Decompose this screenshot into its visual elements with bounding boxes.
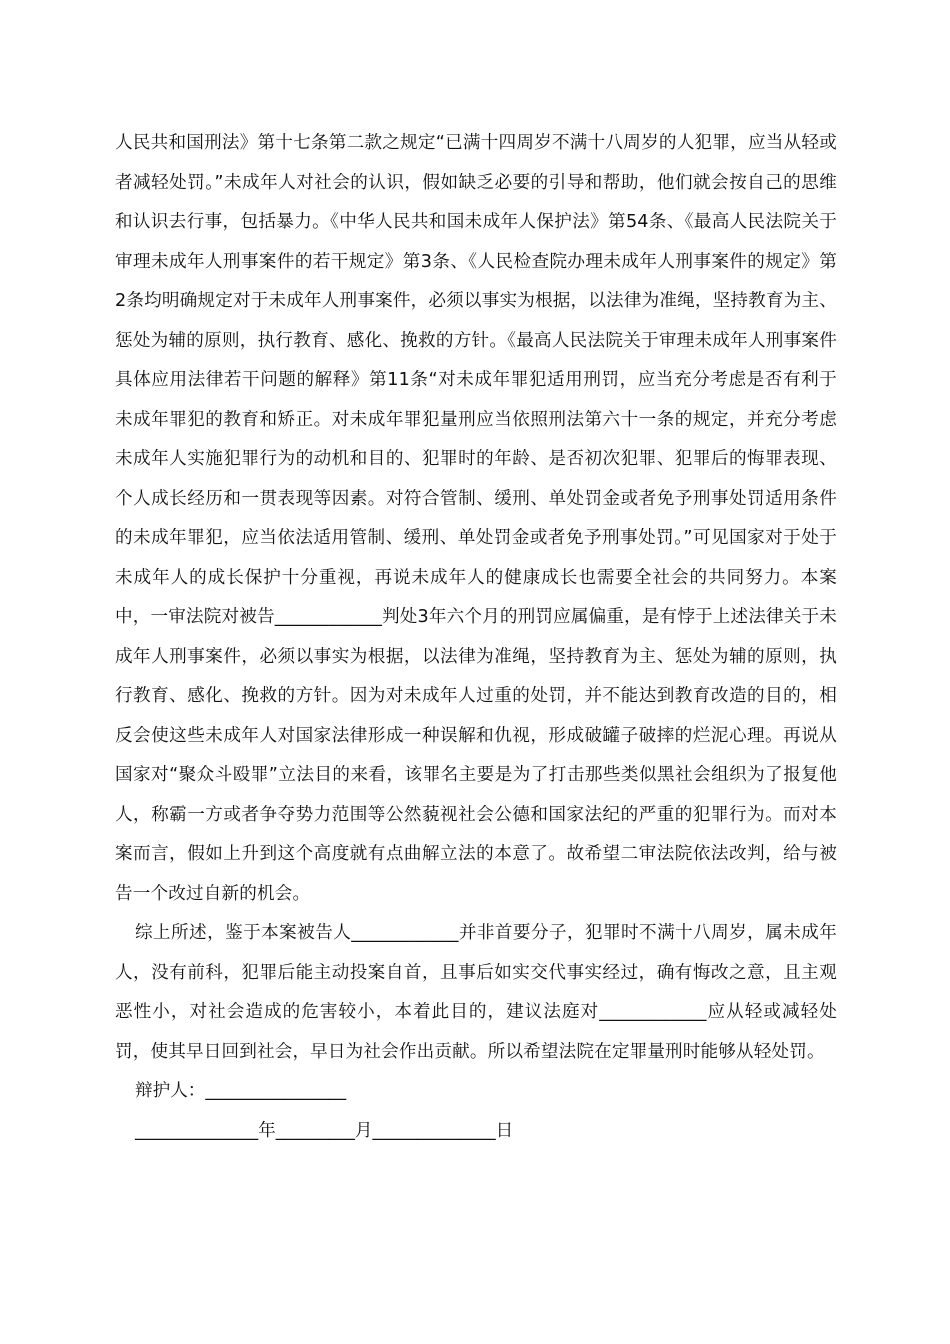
- defender-signature-line: 辩护人：________________: [135, 1081, 347, 1101]
- body-paragraph-1: 人民共和国刑法》第十七条第二款之规定“已满十四周岁不满十八周岁的人犯罪，应当从轻或者减轻处罚。”未成年人对社会的认识，假如缺乏必要的引导和帮助，他们就会按自己的思维和认识去行事，包括暴力。《中华人民共和国未成年人保护法》第54条、《最高人民法院关于审理未成年人刑事案件的若干规定》第3条、《人民检查院办理未成年人刑事案件的规定》第2条均明确规定对于未成年人刑事案件，必须以事实为根据，以法律为准绳，坚持教育为主、惩处为辅的原则，执行教育、感化、挽救的方针。《最高人民法院关于审理未成年人刑事案件具体应用法律若干问题的解释》第11条“对未成年罪犯适用刑罚，应当充分考虑是否有利于未成年罪犯的教育和矫正。对未成年罪犯量刑应当依照刑法第六十一条的规定，并充分考虑未成年人实施犯罪行为的动机和目的、犯罪时的年龄、是否初次犯罪、犯罪后的悔罪表现、个人成长经历和一贯表现等因素。对符合管制、缓刑、单处罚金或者免予刑事处罚适用条件的未成年罪犯，应当依法适用管制、缓刑、单处罚金或者免予刑事处罚。”可见国家对于处于未成年人的成长保护十分重视，再说未成年人的健康成长也需要全社会的共同努力。本案中，一审法院对被告____________判处3年六个月的刑罚应属偏重，是有悖于上述法律关于未成年人刑事案件，必须以事实为根据，以法律为准绳，坚持教育为主、惩处为辅的原则，执行教育、感化、挽救的方针。因为对未成年人过重的处罚，并不能达到教育改造的目的，相反会使这些未成年人对国家法律形成一种误解和仇视，形成破罐子破摔的烂泥心理。再说从国家对“聚众斗殴罪”立法目的来看，该罪名主要是为了打击那些类似黑社会组织为了报复他人，称霸一方或者争夺势力范围等公然藐视社会公德和国家法纪的严重的犯罪行为。而对本案而言，假如上升到这个高度就有点曲解立法的本意了。故希望二审法院依法改判，给与被告一个改过自新的机会。: [115, 133, 838, 904]
- date-line: ______________年_________月______________日: [135, 1120, 514, 1141]
- document-page: [115, 124, 837, 1151]
- body-paragraph-2: 综上所述，鉴于本案被告人____________并非首要分子，犯罪时不满十八周岁，属未成年人，没有前科，犯罪后能主动投案自首，且事后如实交代事实经过，确有悔改之意，且主观恶性小，对社会造成的危害较小，本着此目的，建议法庭对____________应从轻或减轻处罚，使其早日回到社会，早日为社会作出贡献。所以希望法院在定罪量刑时能够从轻处罚。: [115, 923, 837, 1062]
